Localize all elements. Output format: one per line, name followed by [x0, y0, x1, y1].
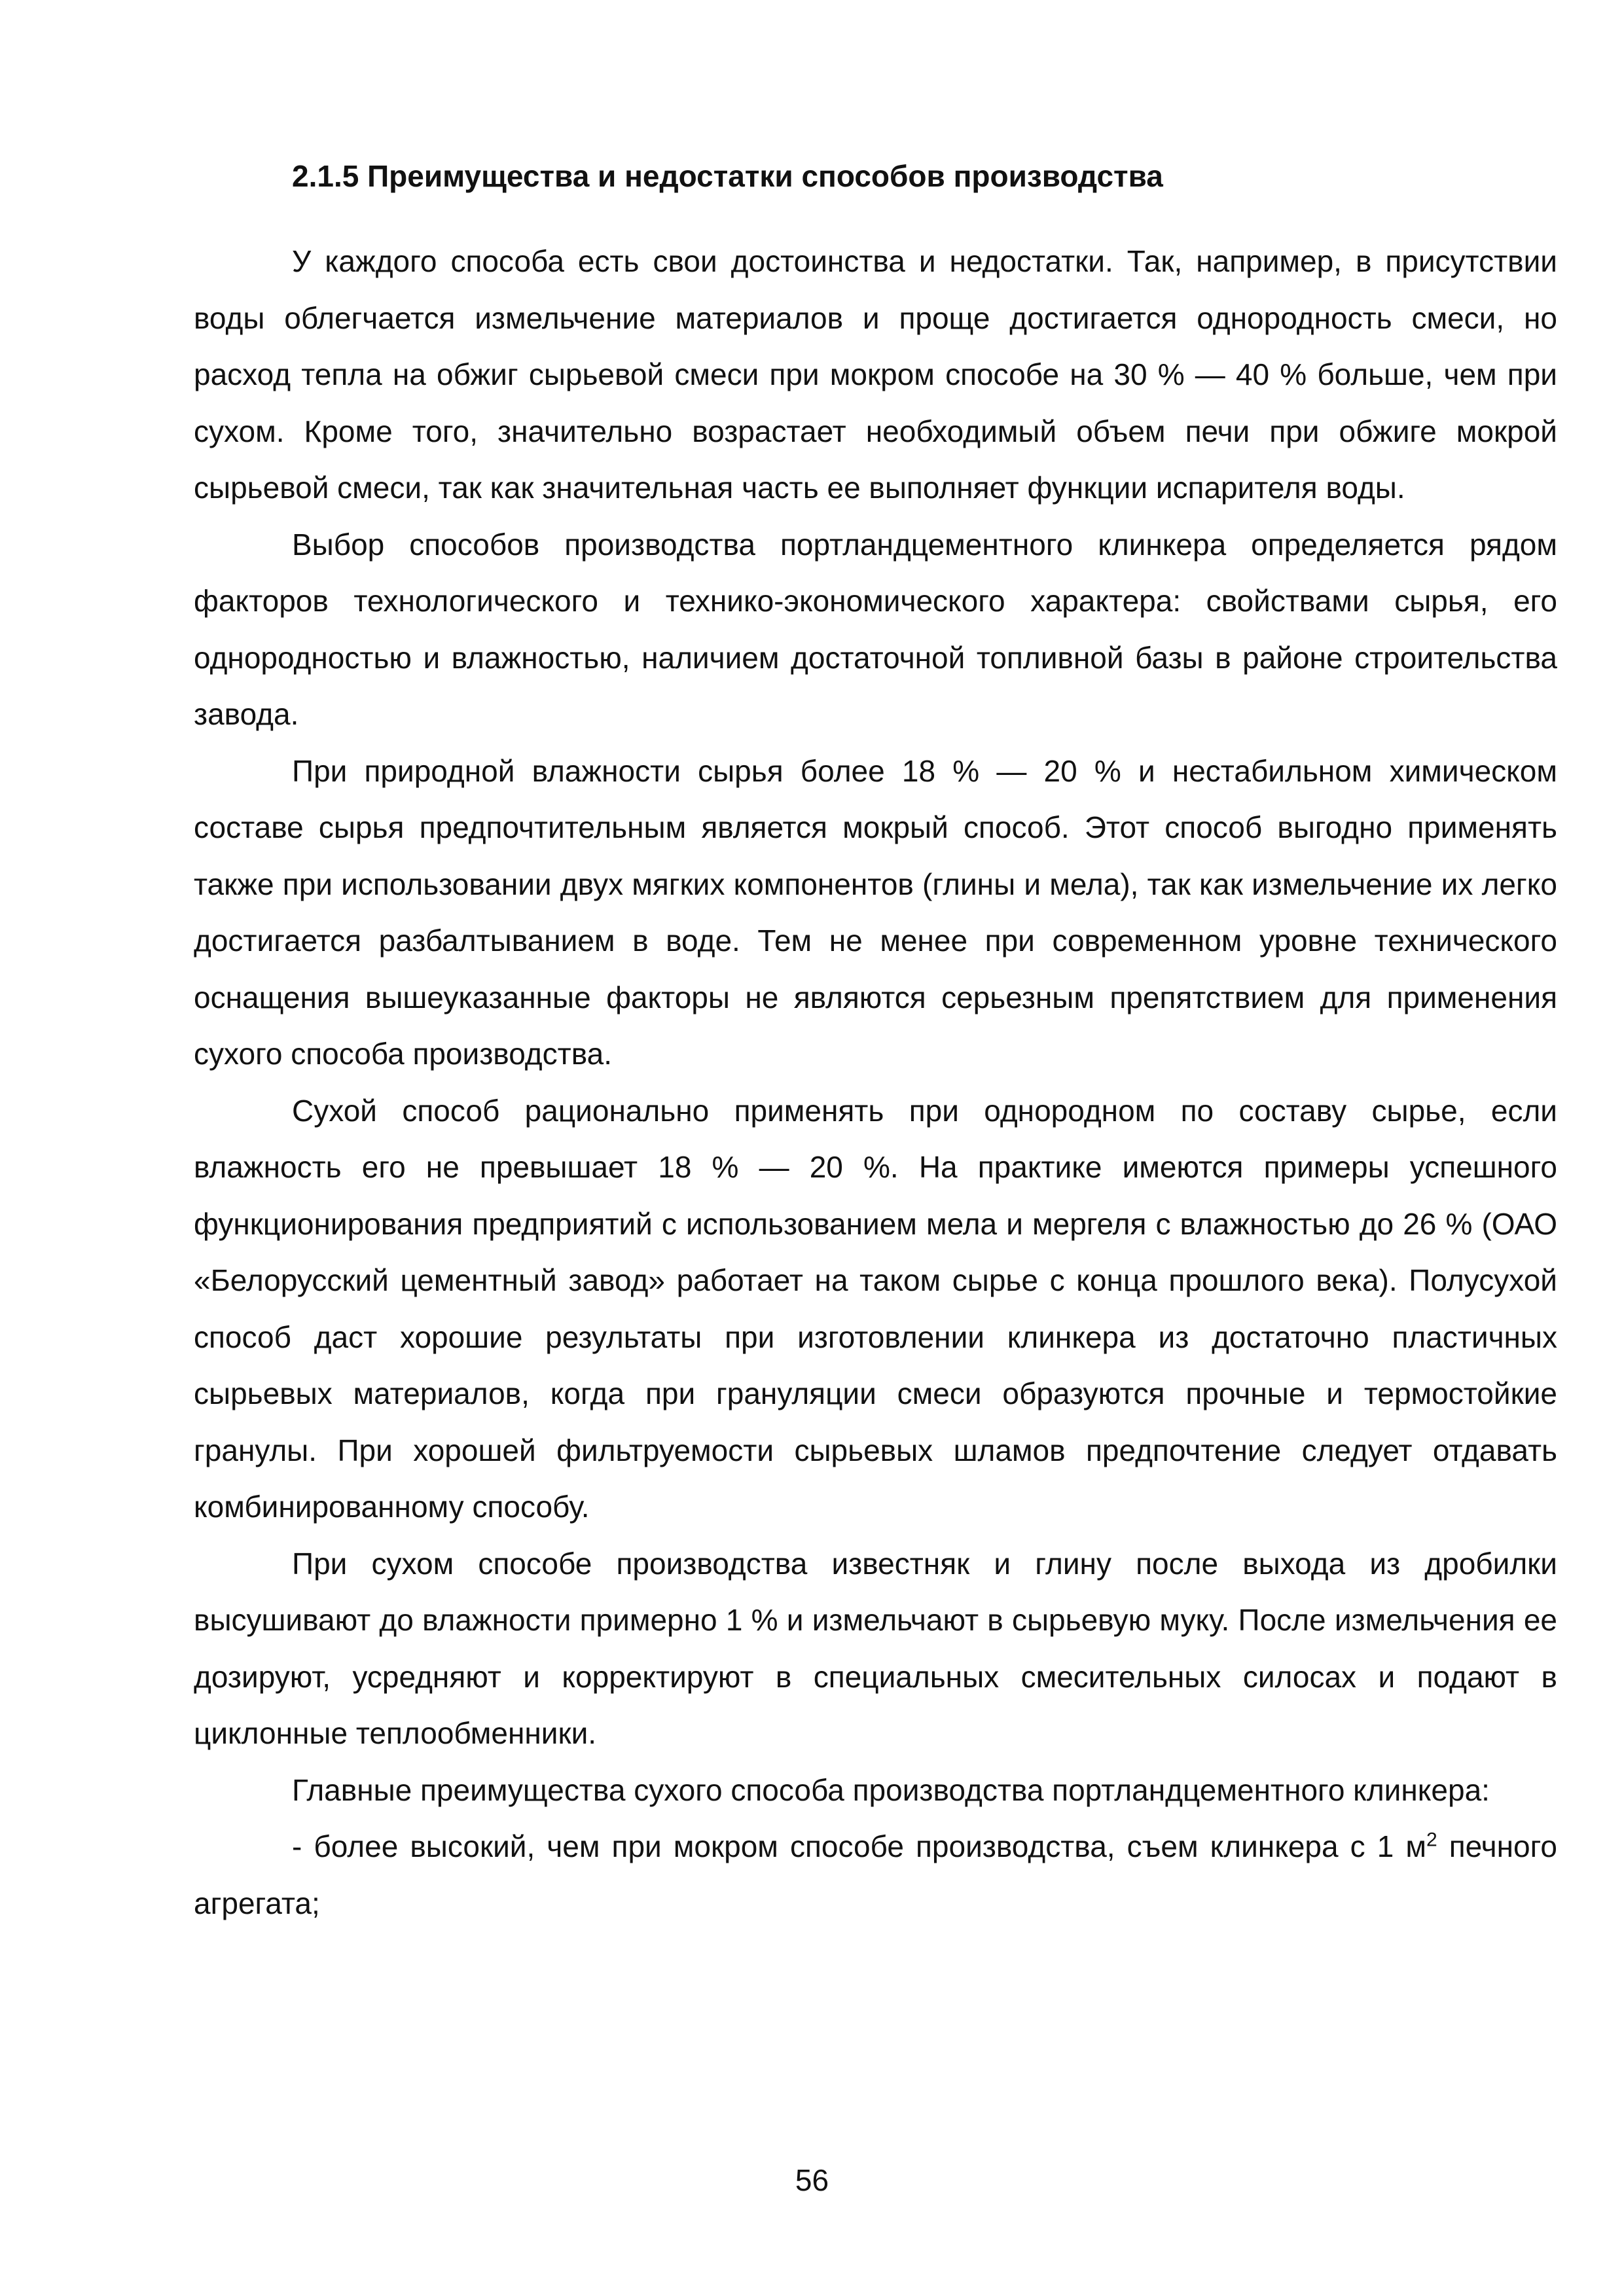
paragraph: При природной влажности сырья более 18 % — 20 % и нестабильном химическом составе сырья предпочтительным является мокрый способ. Этот способ выгодно применять также при использовании двух мягких компонентов (глины и мела), так как измельчение их легко достигается разбалтыванием в воде. Тем не менее при современном уровне технического оснащения вышеуказанные факторы не являются серьезным препятствием для применения сухого способа производства. [194, 753, 1557, 1071]
paragraph: Главные преимущества сухого способа производства портландцементного клинкера: [292, 1772, 1490, 1807]
paragraph: Выбор способов производства портландцементного клинкера определяется рядом факторов технологического и технико-экономического характера: свойствами сырья, его однородностью и влажностью, наличием достаточной топливной базы в районе строительства завода. [194, 527, 1557, 731]
list-item-text: - более высокий, чем при мокром способе производства, съем клинкера с 1 м [292, 1829, 1426, 1863]
list-item-text-end: печного агрегата; [194, 1829, 1557, 1920]
list-item-paragraph [194, 1818, 1557, 1931]
paragraph: При сухом способе производства известняк и глину после выхода из дробилки высушивают до влажности примерно 1 % и измельчают в сырьевую муку. После измельчения ее дозируют, усредняют и корректируют в специальных смесительных силосах и подают в циклонные теплообменники. [194, 1546, 1557, 1750]
superscript: 2 [1426, 1829, 1437, 1851]
paragraph: У каждого способа есть свои достоинства и недостатки. Так, например, в присутствии воды облегчается измельчение материалов и проще достигается однородность смеси, но расход тепла на обжиг сырьевой смеси при мокром способе на 30 % — 40 % больше, чем при сухом. Кроме того, значительно возрастает необходимый объем печи при обжиге мокрой сырьевой смеси, так как значительная часть ее выполняет функции испарителя воды. [194, 244, 1557, 505]
document-body [194, 157, 1557, 1931]
paragraph: Сухой способ рационально применять при однородном по составу сырье, если влажность его не превышает 18 % — 20 %. На практике имеются примеры успешного функционирования предприятий с использованием мела и мергеля с влажностью до 26 % (ОАО «Белорусский цементный завод» работает на таком сырье с конца прошлого века). Полусухой способ даст хорошие результаты при изготовлении клинкера из достаточно пластичных сырьевых материалов, когда при грануляции смеси образуются прочные и термостойкие гранулы. При хорошей фильтруемости сырьевых шламов предпочтение следует отдавать комбинированному способу. [194, 1093, 1557, 1524]
section-heading: 2.1.5 Преимущества и недостатки способов производства [292, 159, 1163, 193]
page-number: 56 [795, 2163, 829, 2197]
